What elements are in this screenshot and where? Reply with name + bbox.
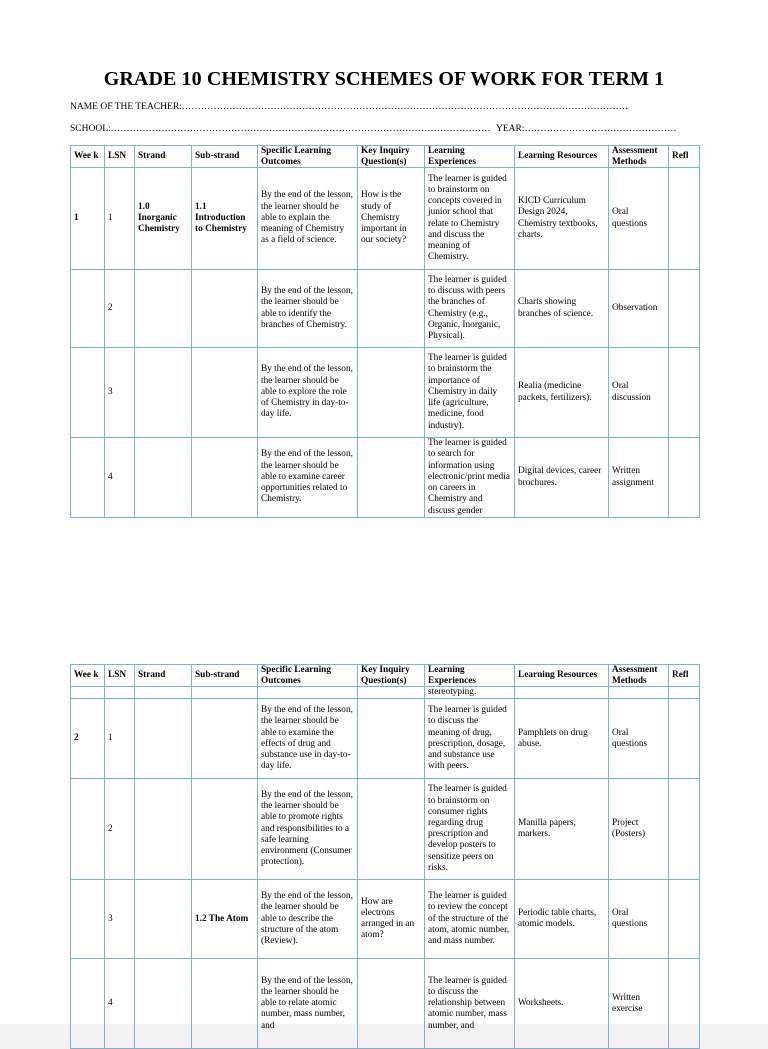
cell-assessment: Oral questions xyxy=(609,168,669,270)
cell-lsn: 2 xyxy=(105,270,135,348)
cell-assessment: Written exercise xyxy=(609,959,669,1049)
header-lsn: LSN xyxy=(105,665,135,687)
cell-lsn: 3 xyxy=(105,348,135,438)
header-substrand: Sub-strand xyxy=(192,665,258,687)
cell-resources: Realia (medicine packets, fertilizers). xyxy=(515,348,609,438)
header-assessment: Assessment Methods xyxy=(609,146,669,168)
cell-substrand: 1.2 The Atom xyxy=(192,880,258,959)
cell-reflection xyxy=(669,779,700,880)
cell-substrand xyxy=(192,270,258,348)
cell-strand xyxy=(135,779,192,880)
header-substrand: Sub-strand xyxy=(192,146,258,168)
table-row xyxy=(71,438,700,518)
cell-strand xyxy=(135,348,192,438)
scheme-table-1 xyxy=(70,145,700,518)
cell-experience: The learner is guided to discuss the relationship between atomic number, mass number, and xyxy=(425,959,515,1049)
cell-week: 2 xyxy=(71,699,105,779)
cell-lsn: 2 xyxy=(105,779,135,880)
cell-reflection xyxy=(669,880,700,959)
cell-experience: The learner is guided to review the concept of the structure of the atom, atomic number, and mass number. xyxy=(425,880,515,959)
cell-strand xyxy=(135,959,192,1049)
cell-reflection xyxy=(669,438,700,518)
cell-outcome: By the end of the lesson, the learner should be able to examine the effects of drug and substance use in day-to-day life. xyxy=(258,699,358,779)
cell-substrand xyxy=(192,779,258,880)
cell-substrand xyxy=(192,959,258,1049)
school-year-line xyxy=(70,124,690,134)
cell-assessment: Oral questions xyxy=(609,880,669,959)
cell-outcome: By the end of the lesson, the learner should be able to promote rights and responsibilities to a safe learning environment (Consumer protection). xyxy=(258,779,358,880)
table-row xyxy=(71,168,700,270)
cell-substrand: 1.1 Introduction to Chemistry xyxy=(192,168,258,270)
cell-outcome: By the end of the lesson, the learner should be able to identify the branches of Chemistry. xyxy=(258,270,358,348)
cell-outcome: By the end of the lesson, the learner should be able to explain the meaning of Chemistry as a field of science. xyxy=(258,168,358,270)
cell-week xyxy=(71,959,105,1049)
header-resources: Learning Resources xyxy=(515,665,609,687)
header-assessment: Assessment Methods xyxy=(609,665,669,687)
scheme-table-2 xyxy=(70,664,700,1049)
header-inquiry: Key Inquiry Question(s) xyxy=(358,146,425,168)
cell-assessment: Observation xyxy=(609,270,669,348)
cell-week xyxy=(71,880,105,959)
table-header-row xyxy=(71,665,700,687)
header-outcomes: Specific Learning Outcomes xyxy=(258,146,358,168)
header-reflection: Refl xyxy=(669,665,700,687)
cell-outcome: By the end of the lesson, the learner should be able to relate atomic number, mass number, and xyxy=(258,959,358,1049)
cell-strand xyxy=(135,270,192,348)
cell-lsn: 1 xyxy=(105,699,135,779)
document-title: GRADE 10 CHEMISTRY SCHEMES OF WORK FOR TERM 1 xyxy=(103,68,665,90)
cell-week xyxy=(71,348,105,438)
cell-question xyxy=(358,270,425,348)
cell-question xyxy=(358,699,425,779)
cell-resources: Pamphlets on drug abuse. xyxy=(515,699,609,779)
cell-week xyxy=(71,779,105,880)
header-resources: Learning Resources xyxy=(515,146,609,168)
table-row xyxy=(71,270,700,348)
cell-experience-continuation: stereotyping. xyxy=(425,687,515,699)
cell-question xyxy=(358,438,425,518)
cell-outcome: By the end of the lesson, the learner should be able to explore the role of Chemistry in day-to-day life. xyxy=(258,348,358,438)
cell-reflection xyxy=(669,270,700,348)
table-header-row xyxy=(71,146,700,168)
cell-strand: 1.0 Inorganic Chemistry xyxy=(135,168,192,270)
cell-reflection xyxy=(669,699,700,779)
table-row xyxy=(71,779,700,880)
cell-assessment: Written assignment xyxy=(609,438,669,518)
cell-experience: The learner is guided to brainstorm on consumer rights regarding drug prescription and develop posters to sensitize peers on risks. xyxy=(425,779,515,880)
header-inquiry: Key Inquiry Question(s) xyxy=(358,665,425,687)
cell-resources: KICD Curriculum Design 2024, Chemistry textbooks, charts. xyxy=(515,168,609,270)
cell-reflection xyxy=(669,168,700,270)
cell-question: How is the study of Chemistry important in our society? xyxy=(358,168,425,270)
header-week: Wee k xyxy=(71,665,105,687)
continuation-row xyxy=(71,687,700,699)
cell-outcome: By the end of the lesson, the learner should be able to examine career opportunities related to Chemistry. xyxy=(258,438,358,518)
table-row xyxy=(71,959,700,1049)
header-lsn: LSN xyxy=(105,146,135,168)
cell-resources: Periodic table charts, atomic models. xyxy=(515,880,609,959)
teacher-name-line: NAME OF THE TEACHER:…………………………………………………………………………………………………………………………… xyxy=(70,102,629,112)
header-strand: Strand xyxy=(135,146,192,168)
cell-resources: Charts showing branches of science. xyxy=(515,270,609,348)
cell-lsn: 1 xyxy=(105,168,135,270)
cell-experience: The learner is guided to brainstorm the importance of Chemistry in daily life (agriculture, medicine, food industry). xyxy=(425,348,515,438)
header-reflection: Refl xyxy=(669,146,700,168)
cell-question: How are electrons arranged in an atom? xyxy=(358,880,425,959)
cell-question xyxy=(358,959,425,1049)
school-line: SCHOOL:………………………………………………………………………………………………………… xyxy=(70,124,491,134)
cell-lsn: 4 xyxy=(105,438,135,518)
cell-substrand xyxy=(192,699,258,779)
cell-substrand xyxy=(192,438,258,518)
cell-week: 1 xyxy=(71,168,105,270)
cell-strand xyxy=(135,880,192,959)
cell-experience: The learner is guided to discuss the meaning of drug, prescription, dosage, and substance use with peers. xyxy=(425,699,515,779)
cell-week xyxy=(71,270,105,348)
year-line: YEAR:………………………………………… xyxy=(496,124,677,134)
cell-assessment: Oral discussion xyxy=(609,348,669,438)
header-experiences: Learning Experiences xyxy=(425,146,515,168)
header-experiences: Learning Experiences xyxy=(425,665,515,687)
cell-assessment: Oral questions xyxy=(609,699,669,779)
cell-strand xyxy=(135,438,192,518)
cell-question xyxy=(358,779,425,880)
cell-resources: Digital devices, career brochures. xyxy=(515,438,609,518)
cell-strand xyxy=(135,699,192,779)
cell-reflection xyxy=(669,348,700,438)
cell-question xyxy=(358,348,425,438)
cell-substrand xyxy=(192,348,258,438)
cell-resources: Worksheets. xyxy=(515,959,609,1049)
cell-experience: The learner is guided to search for information using electronic/print media on careers in Chemistry and discuss gender xyxy=(425,438,515,518)
header-outcomes: Specific Learning Outcomes xyxy=(258,665,358,687)
cell-assessment: Project (Posters) xyxy=(609,779,669,880)
cell-outcome: By the end of the lesson, the learner should be able to describe the structure of the atom (Review). xyxy=(258,880,358,959)
cell-week xyxy=(71,438,105,518)
table-row xyxy=(71,348,700,438)
table-row xyxy=(71,880,700,959)
table-row xyxy=(71,699,700,779)
header-strand: Strand xyxy=(135,665,192,687)
header-week: Wee k xyxy=(71,146,105,168)
cell-experience: The learner is guided to discuss with peers the branches of Chemistry (e.g., Organic, Inorganic, Physical). xyxy=(425,270,515,348)
cell-lsn: 4 xyxy=(105,959,135,1049)
cell-reflection xyxy=(669,959,700,1049)
cell-resources: Manilla papers, markers. xyxy=(515,779,609,880)
cell-experience: The learner is guided to brainstorm on concepts covered in junior school that relate to Chemistry and discuss the meaning of Chemistry. xyxy=(425,168,515,270)
cell-lsn: 3 xyxy=(105,880,135,959)
